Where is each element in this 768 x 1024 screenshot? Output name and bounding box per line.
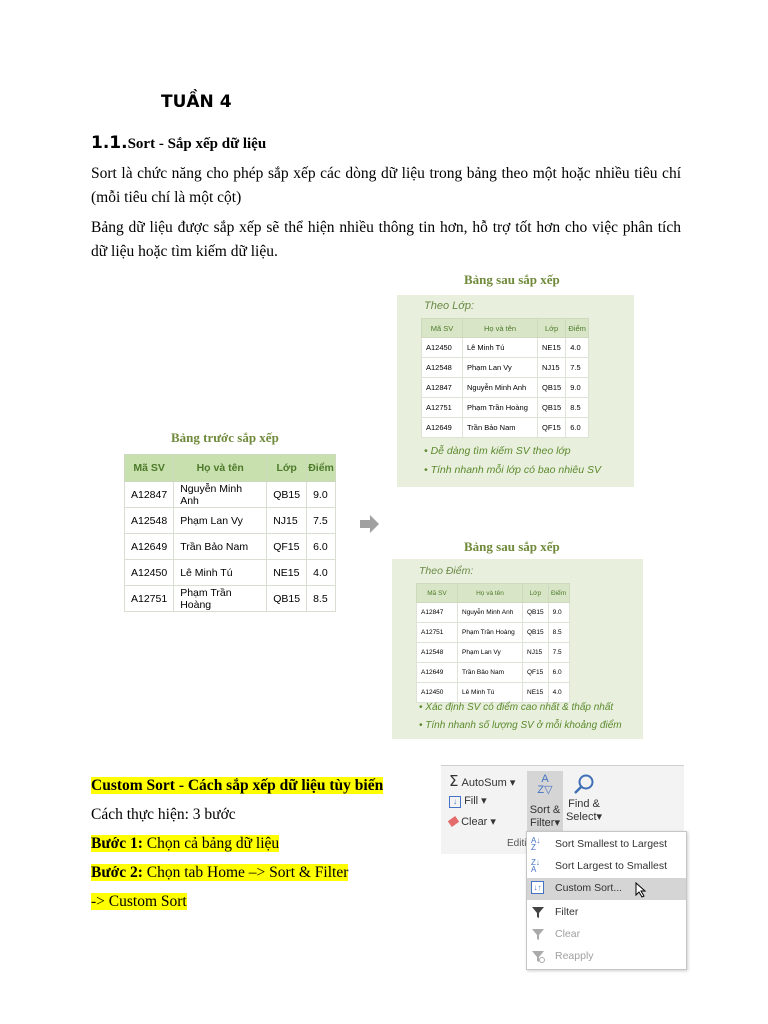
cell: A12847 xyxy=(417,603,458,623)
menu-item-sort-descending[interactable] xyxy=(527,856,686,878)
col-header: Họ và tên xyxy=(174,455,267,482)
after-class-bullet-1: • Dễ dàng tìm kiếm SV theo lớp xyxy=(424,445,571,457)
cell: A12450 xyxy=(417,683,458,703)
reapply-icon xyxy=(531,949,545,963)
step-2-cont-text: -> Custom Sort xyxy=(91,893,187,910)
custom-sort-icon: ↓↑ xyxy=(531,881,544,894)
menu-item-label: Reapply xyxy=(555,950,594,962)
table-row xyxy=(417,603,570,623)
table-row xyxy=(417,623,570,643)
step-2-text: Chọn tab Home –> Sort & Filter xyxy=(142,864,349,881)
cell: A12548 xyxy=(417,643,458,663)
cell: A12751 xyxy=(422,398,463,418)
table-header-row xyxy=(422,319,589,338)
table-row xyxy=(422,378,589,398)
sort-filter-label-1: Sort & xyxy=(529,804,561,816)
paragraph-sort-definition: Sort là chức năng cho phép sắp xếp các dòng dữ liệu trong bảng theo một hoặc nhiều tiêu chí (mỗi tiêu chí là một cột) xyxy=(91,165,681,206)
cell: Phạm Trần Hoàng xyxy=(463,398,538,418)
eraser-icon xyxy=(448,816,459,827)
section-number: 1.1. xyxy=(91,133,128,153)
cell: 4.0 xyxy=(307,560,336,586)
menu-item-sort-ascending[interactable] xyxy=(527,834,686,856)
step-2-continued xyxy=(91,893,187,911)
sigma-icon: Σ xyxy=(449,772,459,790)
sort-az-icon: A Z▽ xyxy=(537,773,553,796)
section-title: Sort - Sắp xếp dữ liệu xyxy=(127,136,267,152)
table-row xyxy=(422,398,589,418)
cell: Lê Minh Tú xyxy=(463,338,538,358)
cell: QB15 xyxy=(267,482,307,508)
magnifier-icon xyxy=(573,773,595,795)
cell: Lê Minh Tú xyxy=(174,560,267,586)
fill-label: Fill xyxy=(464,795,479,807)
after-score-subtitle: Theo Điểm: xyxy=(419,565,474,577)
table-header-row xyxy=(417,584,570,603)
cell: A12548 xyxy=(422,358,463,378)
table-row xyxy=(422,358,589,378)
clear-filter-icon xyxy=(531,927,545,941)
bullet-text: Tính nhanh mỗi lớp có bao nhiêu SV xyxy=(430,464,601,476)
cell: 6.0 xyxy=(566,418,589,438)
cell: 6.0 xyxy=(548,663,569,683)
after-class-caption: Bảng sau sắp xếp xyxy=(464,272,560,287)
autosum-button[interactable]: Σ AutoSum ▾ xyxy=(449,772,516,790)
sort-ascending-icon: A↓ Z xyxy=(531,836,541,852)
menu-item-filter[interactable] xyxy=(527,902,686,924)
table-row xyxy=(422,418,589,438)
cell: 9.0 xyxy=(548,603,569,623)
cell: 8.5 xyxy=(566,398,589,418)
cell: 4.0 xyxy=(548,683,569,703)
arrow-right-icon xyxy=(360,514,380,534)
table-row xyxy=(125,508,336,534)
cell: Nguyễn Minh Anh xyxy=(458,603,523,623)
cell: A12450 xyxy=(422,338,463,358)
menu-item-reapply[interactable] xyxy=(527,946,686,968)
table-row xyxy=(417,643,570,663)
col-header: Lớp xyxy=(267,455,307,482)
sort-filter-button[interactable] xyxy=(527,771,563,837)
menu-item-label: Sort Largest to Smallest xyxy=(555,860,668,872)
after-score-panel xyxy=(392,559,643,739)
bullet-text: Xác định SV có điểm cao nhất & thấp nhất xyxy=(425,702,614,713)
after-score-bullet-2: • Tính nhanh số lượng SV ở mỗi khoảng điểm xyxy=(419,720,622,731)
cell: Phạm Lan Vy xyxy=(463,358,538,378)
cell: QB15 xyxy=(267,586,307,612)
cell: NJ15 xyxy=(538,358,566,378)
table-row xyxy=(125,586,336,612)
cell: A12751 xyxy=(417,623,458,643)
after-class-table xyxy=(421,318,589,438)
cell: QF15 xyxy=(538,418,566,438)
col-header: Lớp xyxy=(523,584,549,603)
editing-group-label: Editi xyxy=(507,838,527,849)
menu-item-label: Filter xyxy=(555,906,579,918)
cell: A12649 xyxy=(417,663,458,683)
col-header: Họ và tên xyxy=(458,584,523,603)
autosum-label: AutoSum xyxy=(461,777,507,789)
table-row xyxy=(422,338,589,358)
filter-icon xyxy=(531,905,545,919)
after-score-bullet-1: • Xác định SV có điểm cao nhất & thấp nhất xyxy=(419,702,614,713)
cell: 7.5 xyxy=(566,358,589,378)
cell: NJ15 xyxy=(523,643,549,663)
cell: QB15 xyxy=(538,398,566,418)
cell: NE15 xyxy=(523,683,549,703)
cell: 9.0 xyxy=(307,482,336,508)
after-class-bullet-2: • Tính nhanh mỗi lớp có bao nhiêu SV xyxy=(424,464,601,476)
cell: Phạm Lan Vy xyxy=(174,508,267,534)
fill-button[interactable]: ↓ Fill ▾ xyxy=(449,794,487,808)
cell: QB15 xyxy=(523,623,549,643)
cell: NJ15 xyxy=(267,508,307,534)
cell: 9.0 xyxy=(566,378,589,398)
clear-label: Clear xyxy=(461,816,488,828)
cell: A12649 xyxy=(125,534,174,560)
cell: QF15 xyxy=(267,534,307,560)
bullet-text: Tính nhanh số lượng SV ở mỗi khoảng điểm xyxy=(425,720,622,731)
bullet-text: Dễ dàng tìm kiếm SV theo lớp xyxy=(430,445,571,457)
cell: Nguyễn Minh Anh xyxy=(174,482,267,508)
menu-item-label: Sort Smallest to Largest xyxy=(555,838,668,850)
cell: A12847 xyxy=(125,482,174,508)
col-header: Lớp xyxy=(538,319,566,338)
step-1 xyxy=(91,835,279,853)
cell: NE15 xyxy=(267,560,307,586)
menu-item-clear[interactable] xyxy=(527,924,686,946)
find-select-label-2: Select xyxy=(565,811,597,823)
col-header: Mã SV xyxy=(125,455,174,482)
cell: 8.5 xyxy=(307,586,336,612)
custom-sort-intro: Cách thực hiện: 3 bước xyxy=(91,806,236,823)
menu-item-label: Custom Sort... xyxy=(555,882,623,894)
cell: 7.5 xyxy=(307,508,336,534)
sort-descending-icon: Z↓ A xyxy=(531,858,540,874)
cell: 8.5 xyxy=(548,623,569,643)
cell: Lê Minh Tú xyxy=(458,683,523,703)
paragraph-sort-benefit: Bảng dữ liệu được sắp xếp sẽ thể hiện nhiều thông tin hơn, hỗ trợ tốt hơn cho việc phân tích dữ liệu hoặc tìm kiếm dữ liệu. xyxy=(91,219,681,260)
step-1-text: Chọn cả bảng dữ liệu xyxy=(142,835,280,852)
table-row xyxy=(125,534,336,560)
cell: Nguyễn Minh Anh xyxy=(463,378,538,398)
section-heading xyxy=(91,133,266,153)
cell: Phạm Trần Hoàng xyxy=(174,586,267,612)
col-header: Họ và tên xyxy=(463,319,538,338)
sort-filter-menu xyxy=(526,831,687,970)
cell: 6.0 xyxy=(307,534,336,560)
cell: A12450 xyxy=(125,560,174,586)
cell: 7.5 xyxy=(548,643,569,663)
table-row xyxy=(417,663,570,683)
col-header: Mã SV xyxy=(422,319,463,338)
custom-sort-title-text: Custom Sort - Cách sắp xếp dữ liệu tùy biến xyxy=(91,777,384,794)
col-header: Điểm xyxy=(548,584,569,603)
after-score-table xyxy=(416,583,570,703)
after-class-panel xyxy=(397,295,634,487)
sort-filter-label-2-row: Filter▾ xyxy=(530,817,560,829)
cell: Phạm Trần Hoàng xyxy=(458,623,523,643)
table-row xyxy=(125,482,336,508)
before-sort-table xyxy=(124,454,336,612)
cell: A12751 xyxy=(125,586,174,612)
cell: QB15 xyxy=(538,378,566,398)
col-header: Điểm xyxy=(566,319,589,338)
step-2-label: Bước 2: xyxy=(91,864,143,881)
cell: A12649 xyxy=(422,418,463,438)
after-class-subtitle: Theo Lớp: xyxy=(424,300,475,312)
menu-item-custom-sort[interactable] xyxy=(527,878,686,900)
cell: QB15 xyxy=(523,603,549,623)
after-score-caption: Bảng sau sắp xếp xyxy=(464,539,560,554)
cell: A12847 xyxy=(422,378,463,398)
week-heading: TUẦN 4 xyxy=(161,92,232,112)
cell: Phạm Lan Vy xyxy=(458,643,523,663)
step-2 xyxy=(91,864,348,882)
step-1-label: Bước 1: xyxy=(91,835,143,852)
cell: NE15 xyxy=(538,338,566,358)
find-select-label-2-row: Select▾ xyxy=(565,811,603,823)
sort-filter-label-2: Filter xyxy=(530,817,555,829)
cell: Trần Bảo Nam xyxy=(463,418,538,438)
find-select-label-1: Find & xyxy=(568,798,600,810)
clear-button[interactable]: Clear ▾ xyxy=(449,815,496,828)
table-row xyxy=(417,683,570,703)
menu-item-label: Clear xyxy=(555,928,581,940)
col-header: Mã SV xyxy=(417,584,458,603)
find-select-button[interactable] xyxy=(565,771,603,837)
cell: Trần Bảo Nam xyxy=(174,534,267,560)
table-header-row xyxy=(125,455,336,482)
cell: QF15 xyxy=(523,663,549,683)
cell: A12548 xyxy=(125,508,174,534)
cell: Trần Bảo Nam xyxy=(458,663,523,683)
fill-down-icon: ↓ xyxy=(449,796,461,808)
table-row xyxy=(125,560,336,586)
col-header: Điểm xyxy=(307,455,336,482)
cell: 4.0 xyxy=(566,338,589,358)
custom-sort-title xyxy=(91,777,383,795)
mouse-cursor-icon xyxy=(635,882,647,898)
before-table-caption: Bảng trước sắp xếp xyxy=(171,430,279,445)
